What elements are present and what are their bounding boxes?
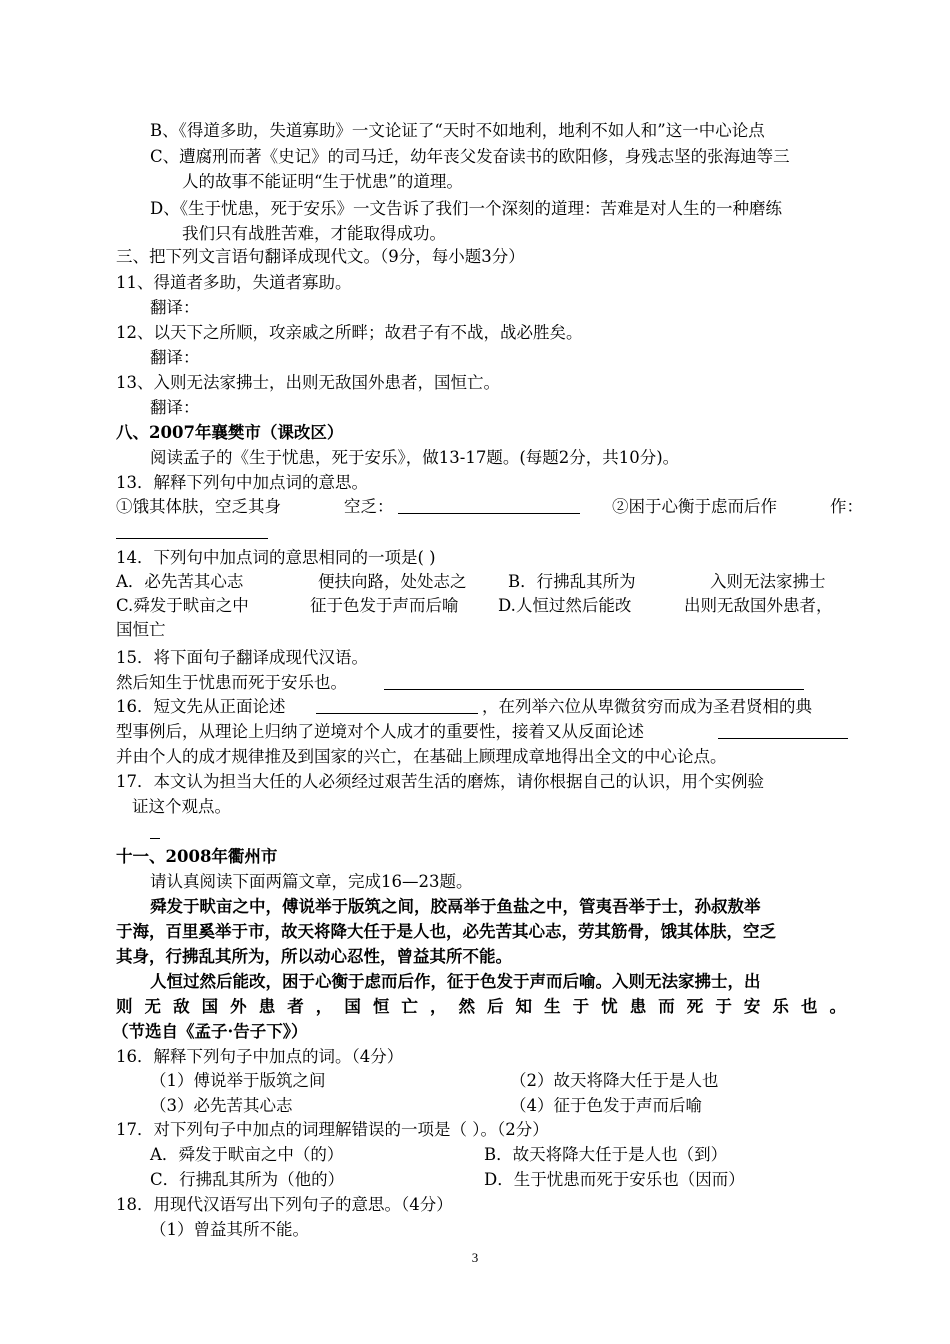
page-number: 3 bbox=[471, 1250, 479, 1265]
option-d: D、《生于忧患，死于安乐》一文告诉了我们一个深刻的道理：苦难是对人生的一种磨练 bbox=[150, 199, 782, 218]
translate-label-11: 翻译： bbox=[150, 298, 200, 317]
q14-option-a-pair: 便扶向路，处处志之 bbox=[318, 572, 467, 591]
q17-new-option-b: B．故天将降大任于是人也（到） bbox=[484, 1145, 728, 1164]
q16-new-item-3: （3）必先苦其心志 bbox=[150, 1096, 293, 1115]
translate-label-13: 翻译： bbox=[150, 398, 200, 417]
option-c-cont: 人的故事不能证明“生于忧患”的道理。 bbox=[182, 172, 463, 191]
passage-line-1: 舜发于畎亩之中，傅说举于版筑之间，胶鬲举于鱼盐之中，管夷吾举于士，孙叔敖举 bbox=[150, 897, 761, 916]
question-16-start: 16．短文先从正面论述 bbox=[116, 697, 286, 716]
q13-answer-blank-1[interactable] bbox=[398, 495, 580, 521]
question-12: 12、以天下之所顺，攻亲戚之所畔；故君子有不战，战必胜矣。 bbox=[116, 323, 583, 342]
q17-new-option-a: A．舜发于畎亩之中（的） bbox=[150, 1145, 344, 1164]
q18-new-item-1: （1）曾益其所不能。 bbox=[150, 1220, 309, 1239]
q14-option-b-pair: 入则无法家拂士 bbox=[710, 572, 826, 591]
q14-option-c-pair: 征于色发于声而后喻 bbox=[310, 596, 459, 615]
passage-line-3: 其身，行拂乱其所为，所以动心忍性，曾益其所不能。 bbox=[116, 947, 512, 966]
q17-answer-blank[interactable] bbox=[150, 820, 160, 846]
question-13: 13．解释下列句中加点词的意思。 bbox=[116, 473, 368, 492]
q13-item-1-key: 空乏： bbox=[344, 497, 394, 516]
question-16-new: 16．解释下列句子中加点的词。（4分） bbox=[116, 1047, 404, 1066]
question-14: 14．下列句中加点词的意思相同的一项是( ) bbox=[116, 548, 436, 567]
question-16-mid: ，在列举六位从卑微贫穷而成为圣君贤相的典 bbox=[482, 697, 812, 716]
q13-answer-blank-2[interactable] bbox=[116, 520, 268, 546]
option-c: C、遭腐刑而著《史记》的司马迁，幼年丧父发奋读书的欧阳修，身残志坚的张海迪等三 bbox=[150, 147, 790, 166]
q16-answer-blank-2[interactable] bbox=[718, 720, 848, 746]
q17-new-option-d: D．生于忧患而死于安乐也（因而） bbox=[484, 1170, 745, 1189]
passage-source: （节选自《孟子·告子下》） bbox=[112, 1022, 308, 1041]
section-11-heading: 十一、2008年衢州市 bbox=[116, 847, 278, 866]
q14-option-b: B．行拂乱其所为 bbox=[508, 572, 636, 591]
question-17: 17．本文认为担当大任的人必须经过艰苦生活的磨炼，请你根据自己的认识，用个实例验 bbox=[116, 772, 764, 791]
q13-item-2-key: 作： bbox=[830, 497, 863, 516]
question-18-new: 18．用现代汉语写出下列句子的意思。（4分） bbox=[116, 1195, 453, 1214]
passage-line-2: 于海，百里奚举于市，故天将降大任于是人也，必先苦其心志，劳其筋骨，饿其体肤，空乏 bbox=[116, 922, 776, 941]
option-b: B、《得道多助，失道寡助》一文论证了“天时不如地利，地利不如人和”这一中心论点 bbox=[150, 121, 765, 140]
passage-line-5: 则无敌国外患者，国恒亡，然后知生于忧患而死于安乐也。 bbox=[116, 997, 846, 1016]
q16-new-item-1: （1）傅说举于版筑之间 bbox=[150, 1071, 326, 1090]
option-d-cont: 我们只有战胜苦难，才能取得成功。 bbox=[182, 224, 446, 243]
section-3-heading: 三、把下列文言语句翻译成现代文。（9分，每小题3分） bbox=[116, 247, 525, 266]
q14-option-d-pair: 出则无敌国外患者， bbox=[684, 596, 833, 615]
q17-new-option-c: C．行拂乱其所为（他的） bbox=[150, 1170, 345, 1189]
q14-option-d-cont: 国恒亡 bbox=[116, 620, 166, 639]
question-15: 15．将下面句子翻译成现代汉语。 bbox=[116, 648, 368, 667]
question-17-new: 17．对下列句子中加点的词理解错误的一项是（ ）。（2分） bbox=[116, 1120, 549, 1139]
question-13-translate: 13、入则无法家拂士，出则无敌国外患者，国恒亡。 bbox=[116, 373, 500, 392]
question-16-cont: 型事例后，从理论上归纳了逆境对个人成才的重要性，接着又从反面论述 bbox=[116, 722, 644, 741]
q14-option-a: A．必先苦其心志 bbox=[116, 572, 244, 591]
q14-option-d: D.人恒过然后能改 bbox=[498, 596, 632, 615]
q15-sentence: 然后知生于忧患而死于安乐也。 bbox=[116, 673, 347, 692]
q16-new-item-4: （4）征于色发于声而后喻 bbox=[510, 1096, 702, 1115]
q16-new-item-2: （2）故天将降大任于是人也 bbox=[510, 1071, 719, 1090]
q15-answer-blank[interactable] bbox=[384, 671, 804, 697]
question-11: 11、得道者多助，失道者寡助。 bbox=[116, 273, 352, 292]
section-8-heading: 八、2007年襄樊市（课改区） bbox=[116, 423, 344, 442]
translate-label-12: 翻译： bbox=[150, 348, 200, 367]
question-17-cont: 证这个观点。 bbox=[132, 797, 231, 816]
q14-option-c: C.舜发于畎亩之中 bbox=[116, 596, 249, 615]
section-8-intro: 阅读孟子的《生于忧患，死于安乐》，做13-17题。(每题2分，共10分)。 bbox=[150, 448, 680, 467]
passage-line-4: 人恒过然后能改，困于心衡于虑而后作，征于色发于声而后喻。入则无法家拂士，出 bbox=[150, 972, 761, 991]
q16-answer-blank-1[interactable] bbox=[316, 695, 478, 721]
question-16-end: 并由个人的成才规律推及到国家的兴亡，在基础上顾理成章地得出全文的中心论点。 bbox=[116, 747, 727, 766]
q13-item-2: ②困于心衡于虑而后作 bbox=[612, 497, 777, 516]
q13-item-1: ①饿其体肤，空乏其身 bbox=[116, 497, 281, 516]
section-11-intro: 请认真阅读下面两篇文章，完成16—23题。 bbox=[150, 872, 473, 891]
